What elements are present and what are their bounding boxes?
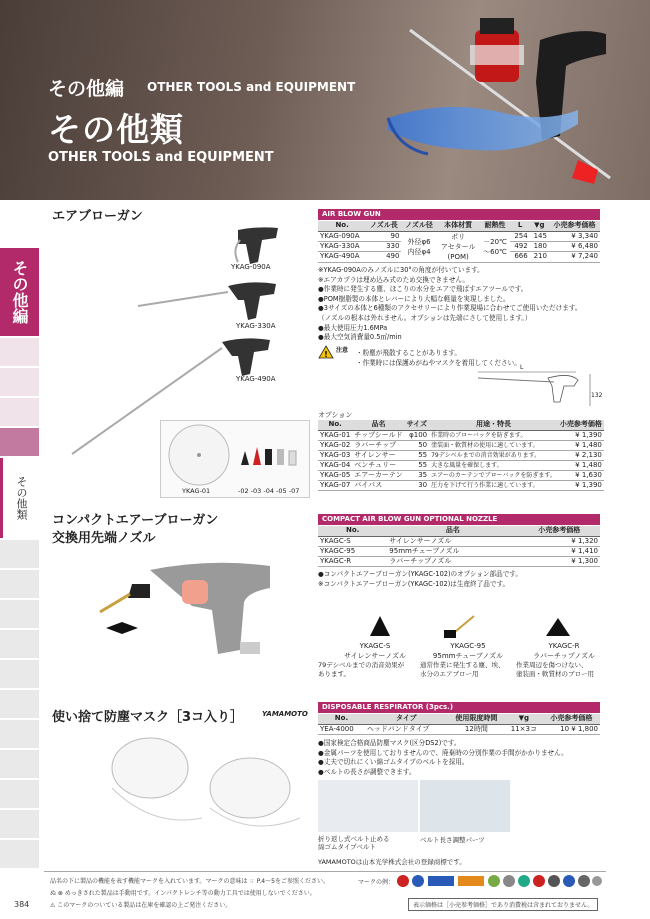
cell-no: YKAG-04 bbox=[320, 460, 351, 469]
sidebar-tab-blank[interactable] bbox=[0, 600, 39, 628]
blow-gun-title: エアブローガン bbox=[52, 209, 143, 224]
cell-time: 12時間 bbox=[448, 724, 505, 734]
cell-price: 10 ¥ 1,800 bbox=[543, 724, 600, 734]
cell-L: 666 bbox=[510, 252, 529, 262]
cell-no: YKAG-02 bbox=[320, 440, 351, 449]
compact-item-name: ラバーチップノズル bbox=[533, 652, 595, 660]
mask-title: 使い捨て防塵マスク［3コ入り］ bbox=[52, 710, 244, 725]
adjuster-caption: ベルト長さ調整パーツ bbox=[420, 836, 485, 844]
footer-line: ぬ ⊗ めっきされた製品は手動用です。インパクトレンチ等の動力工具では使用しないでください。 bbox=[50, 890, 316, 897]
cell-type: ヘッドバンドタイプ bbox=[365, 724, 448, 734]
cell-price: ¥ 2,130 bbox=[558, 450, 604, 460]
mask-bar: DISPOSABLE RESPIRATOR (3pcs.) bbox=[318, 702, 600, 713]
cell-no: YKAGC-S bbox=[318, 536, 387, 546]
cell-size: 55 bbox=[405, 450, 429, 460]
col-header: サイズ bbox=[406, 420, 428, 429]
cell-size: φ100 bbox=[405, 430, 429, 440]
col-header: 本体材質 bbox=[437, 221, 480, 231]
blow-gun-bar: AIR BLOW GUN bbox=[318, 209, 600, 220]
cell-no: YKAG-05 bbox=[320, 470, 351, 479]
note: ●最大空気消費量0.5㎥/min bbox=[318, 333, 402, 342]
compact-item-code: YKAGC-S bbox=[359, 642, 391, 650]
heat-1: －20℃ bbox=[483, 237, 507, 246]
cell-name: エアーカーテン bbox=[352, 470, 404, 480]
compact-notes bbox=[318, 570, 522, 589]
table-header-row bbox=[318, 526, 600, 536]
blow-gun-notes bbox=[318, 266, 602, 343]
cell-use: 圧力を下げて行う作業に適しています。 bbox=[429, 480, 558, 490]
cell-price: ¥ 1,630 bbox=[558, 470, 604, 480]
note: ●金属パーツを使用しておりませんので、廃棄時の分別作業の手間がかかりません。 bbox=[318, 748, 568, 757]
cell-price: ¥ 1,480 bbox=[558, 440, 604, 450]
col-header: No. bbox=[318, 526, 387, 536]
sidebar-tab-blank[interactable] bbox=[0, 720, 39, 748]
col-header: 小売参考価格 bbox=[559, 420, 602, 429]
footer-divider bbox=[44, 871, 606, 872]
sidebar-tab-blank[interactable] bbox=[0, 398, 39, 426]
compact-gun-photo bbox=[90, 548, 320, 658]
nozzle-photos bbox=[350, 612, 600, 640]
sidebar-tab-blank[interactable] bbox=[0, 810, 39, 838]
mat-3: (POM) bbox=[447, 252, 469, 261]
note: ●3サイズの本体と6種類のアクセサリーにより作業現場に合わせてご使用いただけます。 bbox=[318, 304, 582, 313]
cell-name: ラバーチップノズル bbox=[387, 556, 518, 566]
cell-heat bbox=[480, 231, 511, 262]
sidebar-tab-blank[interactable] bbox=[0, 368, 39, 396]
cell-price: ¥ 7,240 bbox=[549, 252, 600, 262]
cell-price: ¥ 1,390 bbox=[558, 480, 604, 490]
mark-icon bbox=[503, 875, 515, 887]
cell-price: ¥ 1,480 bbox=[558, 460, 604, 470]
cell-use: 大きな風量を確保します。 bbox=[429, 460, 558, 470]
cell-no: YEA-4000 bbox=[318, 724, 365, 734]
col-header: 小売参考価格 bbox=[519, 526, 600, 536]
dia-inner: 内径φ4 bbox=[407, 247, 431, 256]
section-title-en: OTHER TOOLS and EQUIPMENT bbox=[147, 80, 356, 94]
sidebar-tab-blank[interactable] bbox=[0, 338, 39, 366]
cell-no: YKAG-330A bbox=[318, 241, 366, 251]
note: ※コンパクトエアーブローガン(YKAGC-102)は生産終了品です。 bbox=[318, 579, 510, 588]
sidebar-tab-current[interactable]: その他類 bbox=[0, 458, 39, 538]
dim-L-label: L bbox=[520, 364, 524, 371]
col-header: タイプ bbox=[365, 714, 448, 724]
col-header: No. bbox=[318, 221, 366, 231]
footer-line: ⚠ このマークのついている製品は在庫を確認の上ご発注ください。 bbox=[50, 902, 232, 909]
sidebar-tab-blank[interactable] bbox=[0, 540, 39, 568]
dim-132-label: 132 bbox=[591, 392, 603, 399]
option-title: オプション bbox=[318, 411, 353, 419]
table-row bbox=[318, 470, 604, 480]
belt-photo bbox=[318, 780, 418, 832]
dia-outer: 外径φ6 bbox=[407, 237, 431, 246]
compact-item-desc: 79デシベルまでの消音効果が あります。 bbox=[318, 661, 405, 678]
compact-table bbox=[318, 526, 600, 567]
table-header-row bbox=[318, 420, 604, 430]
table-row bbox=[318, 724, 600, 734]
cell-material bbox=[437, 231, 480, 262]
compact-item-desc: 作業周辺を傷つけない、 塗装面・軟質材のブロー用 bbox=[516, 661, 594, 678]
section-title-jp: その他編 bbox=[48, 78, 125, 100]
cell-no: YKAG-03 bbox=[320, 450, 351, 459]
col-header: 品名 bbox=[352, 420, 404, 430]
photo-label: YKAG-330A bbox=[236, 322, 276, 330]
function-marks bbox=[396, 874, 602, 888]
cell-no: YKAG-490A bbox=[318, 252, 366, 262]
table-row bbox=[318, 231, 600, 241]
cell-price: ¥ 1,410 bbox=[519, 546, 600, 556]
note: ●作業時に発生する塵、ほこりの水分をエアで飛ばすエアツールです。 bbox=[318, 285, 528, 294]
price-note: 表示価格は［小売参考価格］であり消費税は含まれておりません。 bbox=[408, 898, 598, 911]
note: ●POM樹脂製の本体とレバーにより大幅な軽量を実現しました。 bbox=[318, 294, 510, 303]
note: ●最大使用圧力1.6MPa bbox=[318, 323, 388, 332]
col-header: ▼g bbox=[505, 714, 543, 724]
option-table bbox=[318, 420, 604, 491]
cell-weight: 180 bbox=[530, 241, 549, 251]
cell-use: 塗装面・軟質材の使用に適しています。 bbox=[429, 440, 558, 450]
cell-price: ¥ 1,300 bbox=[519, 556, 600, 566]
table-row bbox=[318, 536, 600, 546]
mask-photo bbox=[100, 728, 310, 838]
col-header: No. bbox=[318, 714, 365, 724]
col-header: 小売参考価格 bbox=[549, 221, 600, 231]
trademark-note: YAMAMOTOは山本光学株式会社の登録商標です。 bbox=[318, 858, 466, 866]
mark-icon bbox=[548, 875, 560, 887]
mask-notes bbox=[318, 739, 602, 777]
col-header: ノズル径 bbox=[401, 221, 436, 231]
sidebar-tab-blank[interactable] bbox=[0, 780, 39, 808]
cell-size: 30 bbox=[405, 480, 429, 490]
cell-length: 330 bbox=[366, 241, 401, 251]
note: ・粉塵が飛散することがあります。 bbox=[356, 349, 461, 357]
mark-icon bbox=[518, 875, 530, 887]
note: ●コンパクトエアーブローガン(YKAGC-102)のオプション部品です。 bbox=[318, 570, 522, 578]
cell-name: サイレンサー bbox=[352, 450, 404, 460]
mark-icon bbox=[533, 875, 545, 887]
compact-item-name: 95mmチューブノズル bbox=[432, 652, 504, 660]
dimension-diagram bbox=[470, 368, 604, 410]
marks-label: マークの例： bbox=[358, 879, 395, 886]
compact-bar: COMPACT AIR BLOW GUN OPTIONAL NOZZLE bbox=[318, 514, 600, 525]
category-title-jp: その他類 bbox=[48, 110, 184, 149]
compact-item-code: YKAGC-R bbox=[548, 642, 580, 650]
adjuster-photo bbox=[420, 780, 510, 832]
footer-line: 品名の下に製品の機能を表す機能マークを入れています。マークの意味は ☞ P.4～5をご参照ください。 bbox=[50, 878, 329, 885]
hero-banner bbox=[0, 0, 650, 200]
cell-no: YKAGC-95 bbox=[318, 546, 387, 556]
cell-no: YKAG-01 bbox=[320, 430, 351, 439]
cell-name: 95mmチューブノズル bbox=[387, 546, 518, 556]
brand-logo: YAMAMOTO bbox=[262, 710, 308, 718]
cell-L: 254 bbox=[510, 231, 529, 241]
cell-use: エアーのカーテンでブローバックを防ぎます。 bbox=[431, 471, 556, 479]
cell-no: YKAG-07 bbox=[320, 480, 351, 489]
sidebar-tab-blank[interactable] bbox=[0, 660, 39, 688]
table-row bbox=[318, 460, 604, 470]
cell-price: ¥ 1,390 bbox=[558, 430, 604, 440]
sidebar-tab-blank[interactable] bbox=[0, 690, 39, 718]
belt-caption: 折り返し式ベルト止める 綿ゴムタイプベルト bbox=[318, 835, 390, 851]
cell-L: 492 bbox=[510, 241, 529, 251]
note: （ノズルの根本は外れません。オプションは先端にさして使用します。） bbox=[318, 313, 532, 322]
mat-2: アセタール bbox=[440, 242, 476, 251]
option-photo-label: YKAG-01 bbox=[182, 487, 211, 495]
sidebar-tab-blank[interactable] bbox=[0, 428, 39, 456]
sidebar-tab-blank[interactable] bbox=[0, 750, 39, 778]
cell-length: 90 bbox=[366, 231, 401, 241]
photo-label: YKAG-090A bbox=[231, 263, 271, 271]
blow-gun-table bbox=[318, 221, 600, 263]
mark-icon bbox=[563, 875, 575, 887]
cell-size: 55 bbox=[405, 460, 429, 470]
mark-icon bbox=[458, 876, 484, 886]
table-row bbox=[318, 440, 604, 450]
col-header: ノズル長 bbox=[366, 221, 401, 231]
cell-no: YKAG-090A bbox=[318, 231, 366, 241]
cell-name: サイレンサーノズル bbox=[387, 536, 518, 546]
col-header: 品名 bbox=[387, 526, 518, 536]
svg-text:!: ! bbox=[324, 350, 328, 359]
page-number: 384 bbox=[14, 900, 30, 909]
compact-item-desc: 通常作業に発生する塵、埃、 水分のエアブロー用 bbox=[420, 661, 505, 678]
compact-subtitle: 交換用先端ノズル bbox=[52, 531, 156, 546]
cell-price: ¥ 6,480 bbox=[549, 241, 600, 251]
mat-1: ポリ bbox=[451, 232, 466, 241]
mark-icon bbox=[488, 875, 500, 887]
note: ●ベルトの長さが調整できます。 bbox=[318, 767, 416, 776]
photo-label: YKAG-490A bbox=[236, 375, 276, 383]
note: ※YKAG-090Aのみノズルに30°の角度が付いています。 bbox=[318, 266, 484, 274]
cell-size: 35 bbox=[405, 470, 429, 480]
caution-icon bbox=[318, 345, 334, 359]
sidebar-tab-blank[interactable] bbox=[0, 630, 39, 658]
cell-use: 作業時のブローバックを防ぎます。 bbox=[429, 430, 558, 440]
cell-diameter bbox=[401, 231, 436, 262]
table-header-row bbox=[318, 221, 600, 231]
note: ●丈夫で切れにくい綿ゴムタイプのベルトを採用。 bbox=[318, 758, 469, 767]
col-header: 使用限度時間 bbox=[448, 714, 505, 724]
mask-table bbox=[318, 714, 600, 735]
option-photo-label: -02 -03 -04 -05 -07 bbox=[238, 487, 300, 495]
cell-no: YKAGC-R bbox=[318, 556, 387, 566]
table-row bbox=[318, 430, 604, 440]
col-header: 用途・特長 bbox=[429, 420, 558, 430]
table-row bbox=[318, 556, 600, 566]
cell-price: ¥ 1,320 bbox=[519, 536, 600, 546]
cell-price: ¥ 3,340 bbox=[549, 231, 600, 241]
mark-icon bbox=[578, 875, 590, 887]
compact-item-name: サイレンサーノズル bbox=[344, 652, 406, 660]
col-header: No. bbox=[318, 420, 352, 430]
col-header: ▼g bbox=[530, 221, 549, 231]
table-row bbox=[318, 450, 604, 460]
sidebar-tab-blank[interactable] bbox=[0, 570, 39, 598]
table-header-row bbox=[318, 714, 600, 724]
mark-icon bbox=[428, 876, 454, 886]
compact-item-code: YKAGC-95 bbox=[450, 642, 486, 650]
cell-size: 50 bbox=[405, 440, 429, 450]
cell-name: ラバーチップ bbox=[352, 440, 404, 450]
cell-use: 79デシベルまでの消音効果があります。 bbox=[429, 450, 558, 460]
mark-icon bbox=[412, 875, 424, 887]
cell-weight: 145 bbox=[530, 231, 549, 241]
table-row bbox=[318, 546, 600, 556]
cell-name: ベンチュリー bbox=[352, 460, 404, 470]
compact-title: コンパクトエアーブローガン bbox=[52, 513, 219, 528]
table-row bbox=[318, 480, 604, 490]
note: ●国家検定合格商品防塵マスク(区分DS2)です。 bbox=[318, 739, 461, 747]
sidebar-tab-active[interactable]: その他編 bbox=[0, 248, 39, 336]
note: ・作業時には保護めがねやマスクを着用してください。 bbox=[356, 358, 521, 367]
cell-weight: 11×3コ bbox=[505, 724, 543, 734]
heat-2: ～60℃ bbox=[483, 247, 507, 256]
cell-weight: 210 bbox=[530, 252, 549, 262]
caution-notes bbox=[356, 349, 521, 368]
mark-icon bbox=[397, 875, 409, 887]
col-header: L bbox=[510, 221, 529, 231]
cell-length: 490 bbox=[366, 252, 401, 262]
caution-label: 注意 bbox=[336, 347, 349, 354]
col-header: 耐熱性 bbox=[480, 221, 511, 231]
cell-name: バイパス bbox=[352, 480, 404, 490]
category-title-en: OTHER TOOLS and EQUIPMENT bbox=[48, 150, 274, 165]
mark-icon bbox=[592, 876, 602, 886]
cell-name: チップシールド bbox=[354, 430, 403, 439]
col-header: 小売参考価格 bbox=[543, 714, 600, 724]
sidebar-tab-blank[interactable] bbox=[0, 840, 39, 868]
note: ※エアカプラは埋め込み式のため交換できません。 bbox=[318, 275, 469, 284]
